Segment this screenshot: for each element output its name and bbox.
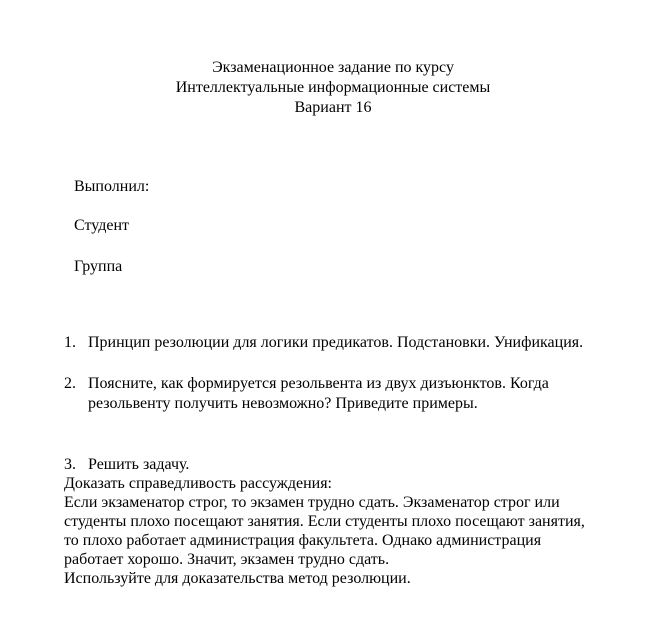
task-line: Используйте для доказательства метод резолюции. [64, 570, 411, 587]
question-text [88, 374, 549, 414]
task-line: студенты плохо посещают занятия. Если студенты плохо посещают занятия, [64, 513, 585, 530]
task-block [64, 455, 585, 588]
task-line: работает хорошо. Значит, экзамен трудно сдать. [64, 551, 390, 568]
question-line: Поясните, как формируется резольвента из двух дизъюнктов. Когда [88, 375, 549, 392]
question-number: 1. [64, 334, 76, 351]
task-line: то плохо работает администрация факультета. Однако администрация [64, 532, 542, 549]
performed-by-label: Выполнил: [74, 178, 150, 195]
question-number: 2. [64, 375, 76, 392]
question-line: резольвенту получить невозможно? Приведите примеры. [88, 395, 478, 412]
document-header [0, 58, 666, 118]
task-line: Если экзаменатор строг, то экзамен трудно сдать. Экзаменатор строг или [64, 494, 560, 511]
task-heading [64, 455, 585, 474]
task-title: Решить задачу. [88, 456, 190, 473]
course-title-line: Экзаменационное задание по курсу [212, 59, 454, 76]
question-text [88, 333, 583, 353]
task-line: Доказать справедливость рассуждения: [64, 475, 332, 492]
course-name-line: Интеллектуальные информационные системы [175, 79, 491, 96]
variant-line: Вариант 16 [294, 99, 372, 116]
group-label: Группа [74, 258, 123, 275]
student-label: Студент [74, 217, 130, 234]
question-line: Принцип резолюции для логики предикатов. Подстановки. Унификация. [88, 334, 584, 351]
task-number: 3. [64, 456, 76, 473]
